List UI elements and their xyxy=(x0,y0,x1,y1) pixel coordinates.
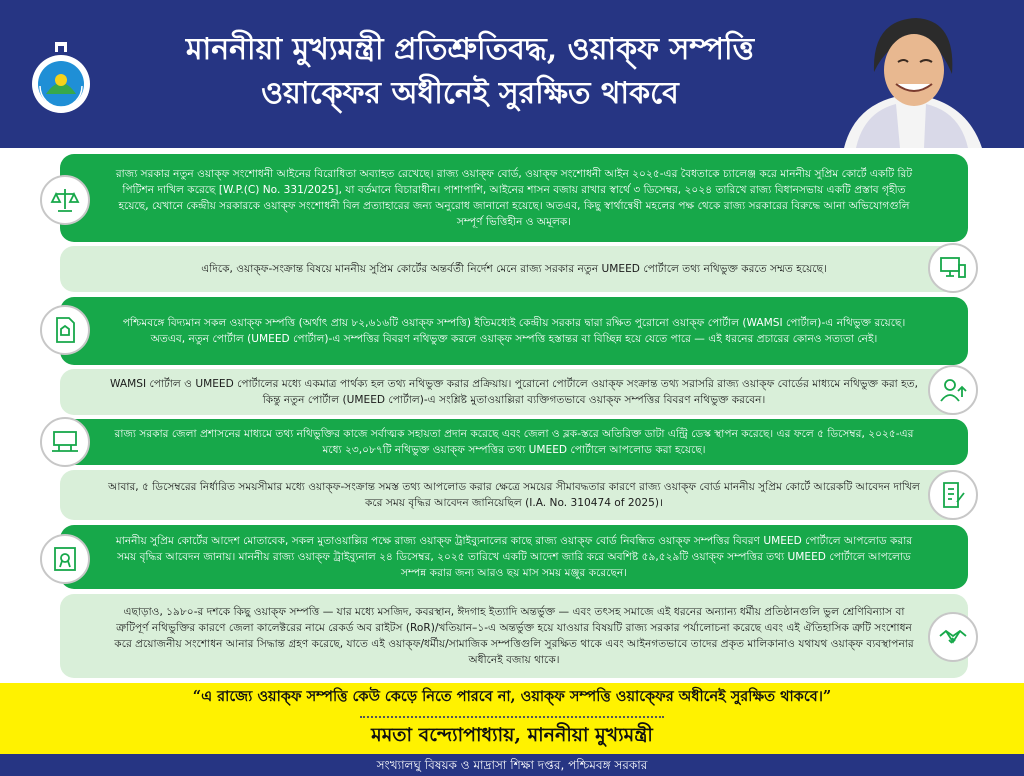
info-row-5 xyxy=(60,419,968,465)
info-row-1 xyxy=(60,154,968,242)
info-text-1: রাজ্য সরকার নতুন ওয়াক্ফ সংশোধনী আইনের বিরোধিতা অব্যাহত রেখেছে। রাজ্য ওয়াক্ফ বোর্ড, ওয়াক্ফ সংশোধনী আইন ২০২৫-এর বৈধতাকে চ্যালেঞ্জ করে মাননীয় সুপ্রিম কোর্টে একটি রিট পিটিশন দাখিল করেছে [W.P.(C) No. 331/2025], যা বর্তমানে বিচারাধীন। পাশাপাশি, আইনের শাসন বজায় রাখার স্বার্থে ৩ ডিসেম্বর, ২০২৪ তারিখে রাজ্য বিধানসভায় একটি প্রস্তাব গৃহীত হয়েছে, যেখানে কেন্দ্রীয় সরকারকে ওয়াক্ফ সংশোধনী বিল প্রত্যাহারের জন্য অনুরোধ জানানো হয়েছে। অতএব, কিছু স্বার্থান্বেষী মহলের পক্ষ থেকে রাজ্য সরকারের বিরুদ্ধে আনা অভিযোগগুলি সম্পূর্ণ ভিত্তিহীন ও অমূলক। xyxy=(115,168,913,228)
info-row-2 xyxy=(60,246,968,292)
page-title xyxy=(110,28,830,116)
info-text-8: এছাড়াও, ১৯৮০-র দশকে কিছু ওয়াক্ফ সম্পত্তি — যার মধ্যে মসজিদ, কবরস্থান, ঈদগাহ ইত্যাদি অন্তর্ভুক্ত — এবং তৎসহ সমাজে এই ধরনের অন্যান্য ধর্মীয় প্রতিষ্ঠানগুলি ভুল শ্রেণিবিন্যাস বা ত্রুটিপূর্ণ নথিভুক্তির কারণে জেলা কালেক্টরের নামে রেকর্ড অব রাইটস (RoR)/খতিয়ান–১-এ অন্তর্ভুক্ত হয়ে যাওয়ার বিষয়টি রাজ্য সরকার পর্যালোচনা করেছে এবং এই ঐতিহাসিক ত্রুটি সংশোধন করে প্রয়োজনীয় সংশোধন আনার সিদ্ধান্ত গ্রহণ করেছে, যাতে এই ওয়াক্ফ/ধর্মীয়/সামাজিক সম্পত্তিগুলি সুরক্ষিত থাকে এবং আইনগতভাবে তাদের প্রকৃত মালিকানাও যথাযথ ওয়াক্ফ ব্যবস্থাপনার অধীনেই বজায় থাকে। xyxy=(114,606,914,666)
content-area xyxy=(0,148,1024,683)
info-row-7 xyxy=(60,525,968,589)
info-text-7: মাননীয় সুপ্রিম কোর্টের আদেশ মোতাবেক, সকল মুতাওয়াল্লির পক্ষে রাজ্য ওয়াক্ফ ট্রাইব্যুনালের কাছে রাজ্য ওয়াক্ফ বোর্ড নিবন্ধিত ওয়াক্ফ সম্পত্তির বিবরণ UMEED পোর্টালে আপলোড করার সময় বৃদ্ধির আবেদন জানায়। মাননীয় রাজ্য ওয়াক্ফ ট্রাইব্যুনাল ২৪ ডিসেম্বর, ২০২৫ তারিখে একটি আদেশ জারি করে অবশিষ্ট ৫৯,৫২৯টি ওয়াক্ফ সম্পত্তির তথ্য UMEED পোর্টালে আপলোড সম্পন্ন করার জন্য আরও ছয় মাস সময় মঞ্জুর করেছেন। xyxy=(115,535,913,579)
application-form-icon xyxy=(928,470,978,520)
data-entry-desk-icon xyxy=(40,417,90,467)
info-text-2: এদিকে, ওয়াক্ফ-সংক্রান্ত বিষয়ে মাননীয় সুপ্রিম কোর্টের অন্তর্বর্তী নির্দেশ মেনে রাজ্য সরকার নতুন UMEED পোর্টালে তথ্য নথিভুক্ত করতে সম্মত হয়েছে। xyxy=(201,263,827,275)
cm-quote: “এ রাজ্যে ওয়াক্ফ সম্পত্তি কেউ কেড়ে নিতে পারবে না, ওয়াক্ফ সম্পত্তি ওয়াক্ফের অধীনেই সুরক্ষিত থাকবে।” xyxy=(192,688,832,705)
header-banner xyxy=(0,0,1024,148)
scales-of-justice-icon xyxy=(40,175,90,225)
info-text-5: রাজ্য সরকার জেলা প্রশাসনের মাধ্যমে তথ্য নথিভুক্তির কাজে সর্বাত্মক সহায়তা প্রদান করেছে এবং জেলা ও ব্লক-স্তরে অতিরিক্ত ডাটা এন্ট্রি ডেস্ক স্থাপন করেছে। এর ফলে ৫ ডিসেম্বর, ২০২৫-এর মধ্যে ২৩,০৮৭টি নথিভুক্ত ওয়াক্ফ সম্পত্তির তথ্য UMEED পোর্টালে আপলোড করা হয়েছে। xyxy=(114,428,914,456)
info-text-6: আবার, ৫ ডিসেম্বরের নির্ধারিত সময়সীমার মধ্যে ওয়াক্ফ-সংক্রান্ত সমস্ত তথ্য আপলোড করার ক্ষেত্রে সময়ের সীমাবদ্ধতার কারণে রাজ্য ওয়াক্ফ বোর্ড মাননীয় সুপ্রিম কোর্টে আরেকটি আবেদন দাখিল করে সময় বৃদ্ধির আবেদন জানিয়েছিল (I.A. No. 310474 of 2025)। xyxy=(108,481,920,509)
title-line-2: ওয়াক্ফের অধীনেই সুরক্ষিত থাকবে xyxy=(261,76,679,111)
info-row-6 xyxy=(60,470,968,520)
quote-band xyxy=(0,683,1024,754)
handshake-agreement-icon xyxy=(928,612,978,662)
quote-signature: মমতা বন্দ্যোপাধ্যায়, মাননীয়া মুখ্যমন্ত্রী xyxy=(371,724,653,746)
property-document-icon xyxy=(40,305,90,355)
info-row-4 xyxy=(60,369,968,415)
tribunal-order-icon xyxy=(40,534,90,584)
chief-minister-portrait xyxy=(836,12,986,148)
footer-department: সংখ্যালঘু বিষয়ক ও মাদ্রাসা শিক্ষা দপ্তর, পশ্চিমবঙ্গ সরকার xyxy=(0,754,1024,776)
west-bengal-emblem-icon xyxy=(30,42,92,114)
user-upload-icon xyxy=(928,365,978,415)
computer-data-entry-icon xyxy=(928,243,978,293)
info-row-8 xyxy=(60,594,968,678)
title-line-1: মাননীয়া মুখ্যমন্ত্রী প্রতিশ্রুতিবদ্ধ, ওয়াক্ফ সম্পত্তি xyxy=(185,32,755,67)
info-row-3 xyxy=(60,297,968,365)
dotted-divider xyxy=(360,716,664,718)
info-text-3: পশ্চিমবঙ্গে বিদ্যমান সকল ওয়াক্ফ সম্পত্তি (অর্থাৎ প্রায় ৮২,৬১৬টি ওয়াক্ফ সম্পত্তি) ইতিমধ্যেই কেন্দ্রীয় সরকার দ্বারা রক্ষিত পুরোনো ওয়াক্ফ পোর্টাল (WAMSI পোর্টাল)-এ নথিভুক্ত রয়েছে। অতএব, নতুন পোর্টাল (UMEED পোর্টাল)-এ সম্পত্তির বিবরণ নথিভুক্ত করলে ওয়াক্ফ সম্পত্তি হস্তান্তর বা বিচ্ছিন্ন হয়ে যেতে পারে — এই ধরনের প্রচারের কোনও সত্যতা নেই। xyxy=(122,317,906,345)
info-text-4: WAMSI পোর্টাল ও UMEED পোর্টালের মধ্যে একমাত্র পার্থক্য হল তথ্য নথিভুক্ত করার প্রক্রিয়ায়। পুরোনো পোর্টালে ওয়াক্ফ সংক্রান্ত তথ্য সরাসরি রাজ্য ওয়াক্ফ বোর্ডের মাধ্যমে নথিভুক্ত করা হত, কিন্তু নতুন পোর্টাল (UMEED পোর্টাল)-এ সংশ্লিষ্ট মুতাওয়াল্লিরা ব্যক্তিগতভাবে ওয়াক্ফ সম্পত্তির বিবরণ নথিভুক্ত করবেন। xyxy=(109,378,918,406)
